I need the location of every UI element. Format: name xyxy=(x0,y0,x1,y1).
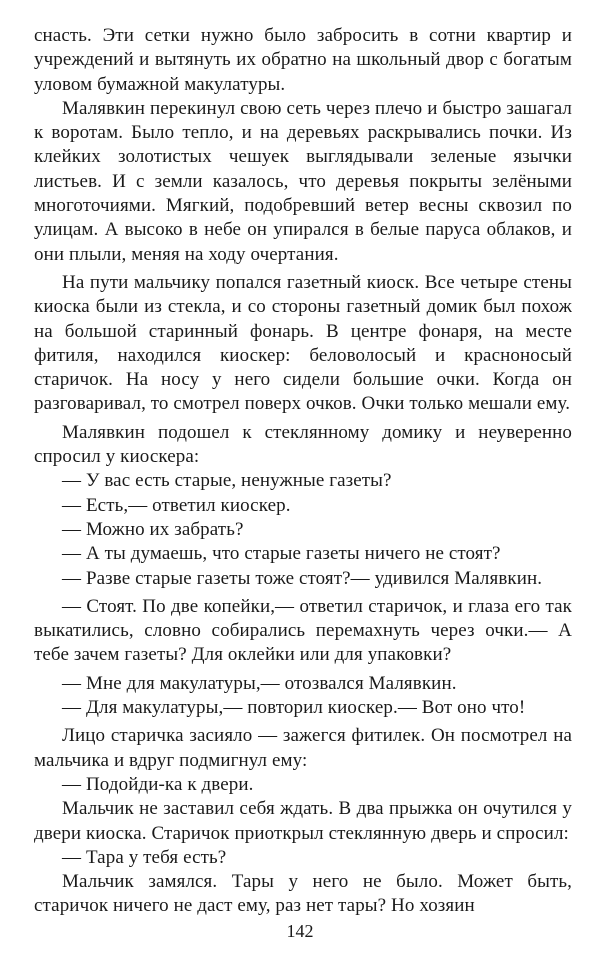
dialogue-line: — У вас есть старые, ненужные газеты? xyxy=(62,470,392,492)
dialogue-line: — Есть,— ответил киоскер. xyxy=(62,494,291,516)
paragraph-4: Малявкин подошел к стеклянному домику и неуверенно спросил у киоскера: xyxy=(34,421,572,468)
paragraph-1: снасть. Эти сетки нужно было забросить в сотни квартир и учреждений и вытянуть их обратно на школьный двор с богатым уловом бумажной макулатуры. xyxy=(34,25,572,95)
paragraph-7: Мальчик замялся. Тары у него не было. Может быть, старичок ничего не даст ему, раз нет тары? Но хозяин xyxy=(34,871,572,917)
dialogue-line: — Мне для макулатуры,— отозвался Малявкин. xyxy=(62,672,457,694)
dialogue-line: — Стоят. По две копейки,— ответил старичок, и глаза его так выкатились, словно собирались перемахнуть через очки.— А тебе зачем газеты? Для оклейки или для упаковки? xyxy=(34,595,572,666)
dialogue-line: — Подойди-ка к двери. xyxy=(62,773,254,795)
dialogue-line: — Тара у тебя есть? xyxy=(62,846,227,868)
dialogue-line: — А ты думаешь, что старые газеты ничего не стоят? xyxy=(62,543,501,565)
paragraph-3: На пути мальчику попался газетный киоск. Все четыре стены киоска были из стекла, и со стороны газетный домик был похож на большой старинный фонарь. В центре фонаря, на месте фитиля, находился киоскер: беловолосый и красноносый старичок. На носу у него сидели большие очки. Когда он разговаривал, то смотрел поверх очков. Очки только мешали ему. xyxy=(34,271,572,415)
page-number: 142 xyxy=(286,921,314,941)
dialogue-line: — Для макулатуры,— повторил киоскер.— Вот оно что! xyxy=(62,697,526,719)
paragraph-5: Лицо старичка засияло — зажегся фитилек. Он посмотрел на мальчика и вдруг подмигнул ему: xyxy=(34,725,572,771)
paragraph-2: Малявкин перекинул свою сеть через плечо и быстро зашагал к воротам. Было тепло, и на деревьях раскрывались почки. Из клейких золотистых чешуек выглядывали зеленые язычки листьев. И с земли казалось, что деревья покрыты зелёными многоточиями. Мягкий, подобревший ветер весны сквозил по улицам. А высоко в небе он упирался в белые паруса облаков, и они плыли, меняя на ходу очертания. xyxy=(34,97,572,265)
dialogue-line: — Можно их забрать? xyxy=(62,518,244,540)
dialogue-line: — Разве старые газеты тоже стоят?— удивился Малявкин. xyxy=(62,567,543,589)
book-page xyxy=(34,24,572,924)
paragraph-6: Мальчик не заставил себя ждать. В два прыжка он очутился у двери киоска. Старичок приоткрыл стеклянную дверь и спросил: xyxy=(34,798,572,844)
